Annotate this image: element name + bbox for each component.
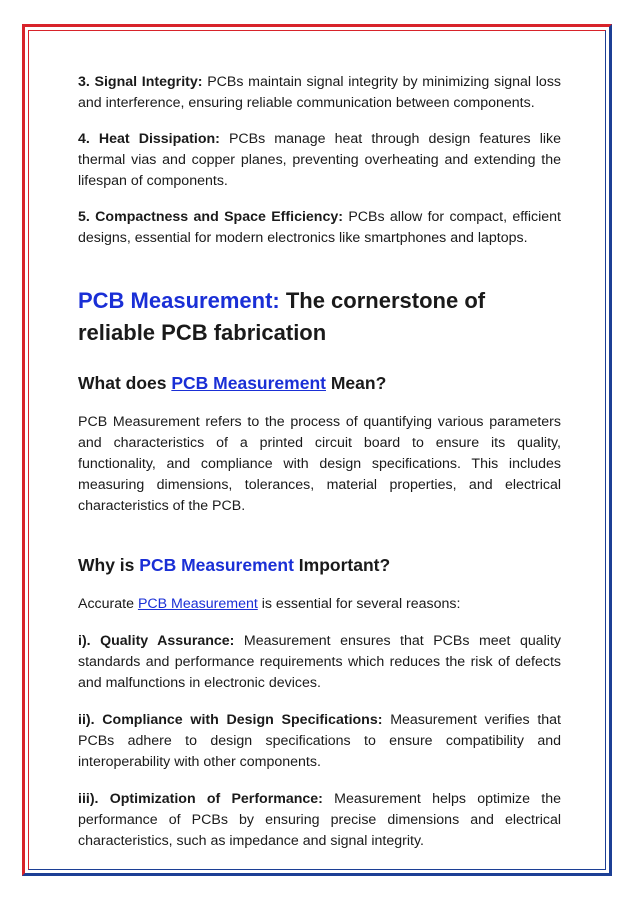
heading-text: Important? bbox=[293, 555, 391, 575]
item-text: Measurement ensures that PCBs meet quality standards and performance requirements which reduces the risk of defects and malfunctions in electronic devices. bbox=[78, 633, 561, 691]
main-heading-highlight: PCB Measurement: bbox=[78, 288, 280, 313]
intro-paragraph bbox=[78, 594, 561, 615]
list-item bbox=[78, 207, 561, 249]
list-item bbox=[78, 710, 561, 773]
pcb-measurement-link[interactable]: PCB Measurement bbox=[137, 596, 258, 612]
heading-text: Mean? bbox=[325, 373, 387, 393]
section-heading-importance bbox=[78, 553, 561, 577]
list-item bbox=[78, 631, 561, 694]
main-heading bbox=[78, 285, 561, 349]
item-label: 4. Heat Dissipation: bbox=[78, 131, 220, 147]
heading-text: Why is bbox=[78, 555, 140, 575]
section-paragraph: PCB Measurement refers to the process of quantifying various parameters and characteristics of a printed circuit board to ensure its quality, functionality, and compliance with design specifications. This includes measuring dimensions, tolerances, material properties, and electrical characteristics of the PCB. bbox=[78, 414, 561, 514]
item-label: 5. Compactness and Space Efficiency: bbox=[78, 209, 343, 225]
list-item bbox=[78, 72, 561, 114]
pcb-measurement-link[interactable]: PCB Measurement bbox=[171, 373, 326, 393]
document-body bbox=[78, 72, 561, 852]
item-label: i). Quality Assurance: bbox=[78, 633, 235, 649]
heading-text: What does bbox=[78, 373, 172, 393]
item-text: PCBs allow for compact, efficient designs, essential for modern electronics like smartphones and laptops. bbox=[78, 209, 561, 246]
intro-text: Accurate bbox=[78, 596, 138, 612]
item-label: ii). Compliance with Design Specifications: bbox=[78, 712, 383, 728]
section-heading-meaning bbox=[78, 371, 561, 395]
heading-highlight: PCB Measurement bbox=[139, 555, 294, 575]
item-label: iii). Optimization of Performance: bbox=[78, 791, 323, 807]
list-item bbox=[78, 789, 561, 852]
list-item bbox=[78, 129, 561, 192]
item-text: Measurement helps optimize the performance of PCBs by ensuring precise dimensions and electrical characteristics, such as impedance and signal integrity. bbox=[78, 791, 561, 849]
intro-text: is essential for several reasons: bbox=[257, 596, 461, 612]
item-text: PCBs maintain signal integrity by minimizing signal loss and interference, ensuring reliable communication between components. bbox=[78, 74, 562, 111]
item-text: PCBs manage heat through design features like thermal vias and copper planes, preventing overheating and extending the lifespan of components. bbox=[78, 131, 561, 189]
item-text: Measurement verifies that PCBs adhere to design specifications to ensure compatibility and interoperability with other components. bbox=[78, 712, 561, 770]
item-label: 3. Signal Integrity: bbox=[78, 74, 203, 90]
main-heading-rest: The cornerstone of reliable PCB fabrication bbox=[78, 288, 486, 345]
